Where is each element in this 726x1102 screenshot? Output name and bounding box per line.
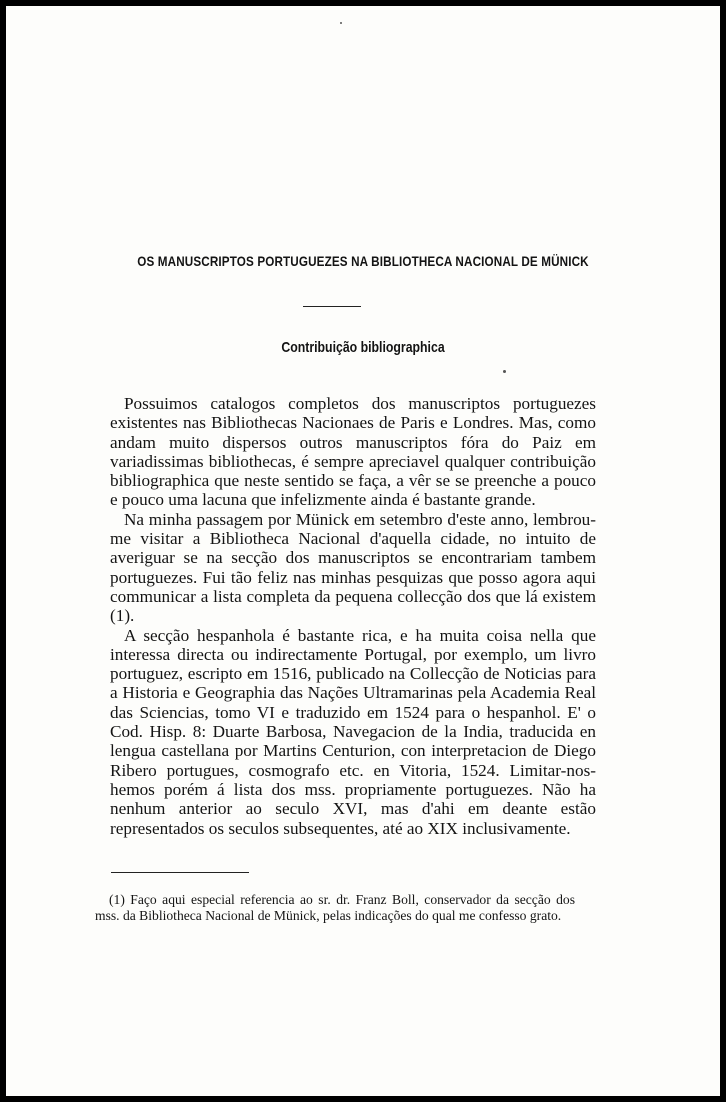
paragraph: A secção hespanhola é bastante rica, e ha muita coisa nella que interessa directa ou indirectamente Portugal, por exemplo, um livro portuguez, escripto em 1516, publicado na Collecção de Noticias para a Historia e Geographia das Nações Ultramarinas pela Academia Real das Sciencias, tomo VI e traduzido em 1524 para o hespanhol. E' o Cod. Hisp. 8: Duarte Barbosa, Navegacion de la India, traducida en lengua castellana por Martins Centurion, con interpretacion de Diego Ribero portugues, cosmografo etc. en Vitoria, 1524. Limitar-nos-hemos porém á lista dos mss. propriamente portuguezes. Não ha nenhum anterior ao seculo XVI, mas d'ahi em deante estão representados os seculos subsequentes, até ao XIX inclusivamente. [110,625,596,838]
paragraph: Possuimos catalogos completos dos manuscriptos portuguezes existentes nas Bibliothecas Nacionaes de Paris e Londres. Mas, como andam muito dispersos outros manuscriptos fóra do Paiz em variadissimas bibliothecas, é sempre apreciavel qualquer contribuição bibliographica que neste sentido se faça, a vêr se se preenche a pouco e pouco uma lacuna que infelizmente ainda é bastante grande. [110,394,596,510]
ink-speck [340,22,342,24]
page-title: OS MANUSCRIPTOS PORTUGUEZES NA BIBLIOTHECA NACIONAL DE MÜNICK [137,254,589,269]
footnote: (1) Faço aqui especial referencia ao sr. dr. Franz Boll, conservador da secção dos mss. da Bibliotheca Nacional de Münick, pelas indicações do qual me confesso grato. [95,892,575,923]
paragraph: Na minha passagem por Münick em setembro d'este anno, lembrou-me visitar a Bibliotheca Nacional d'aquella cidade, no intuito de averiguar se na secção dos manuscriptos se encontrariam tambem portuguezes. Fui tão feliz nas minhas pesquizas que posso agora aqui communicar a lista completa da pequena collecção dos que lá existem (1). [110,509,596,626]
footnote-divider [111,872,249,873]
title-divider [303,306,361,307]
body-text [110,394,596,838]
document-page [6,6,720,1096]
ink-speck [503,370,506,373]
subtitle: Contribuição bibliographica [281,339,445,356]
